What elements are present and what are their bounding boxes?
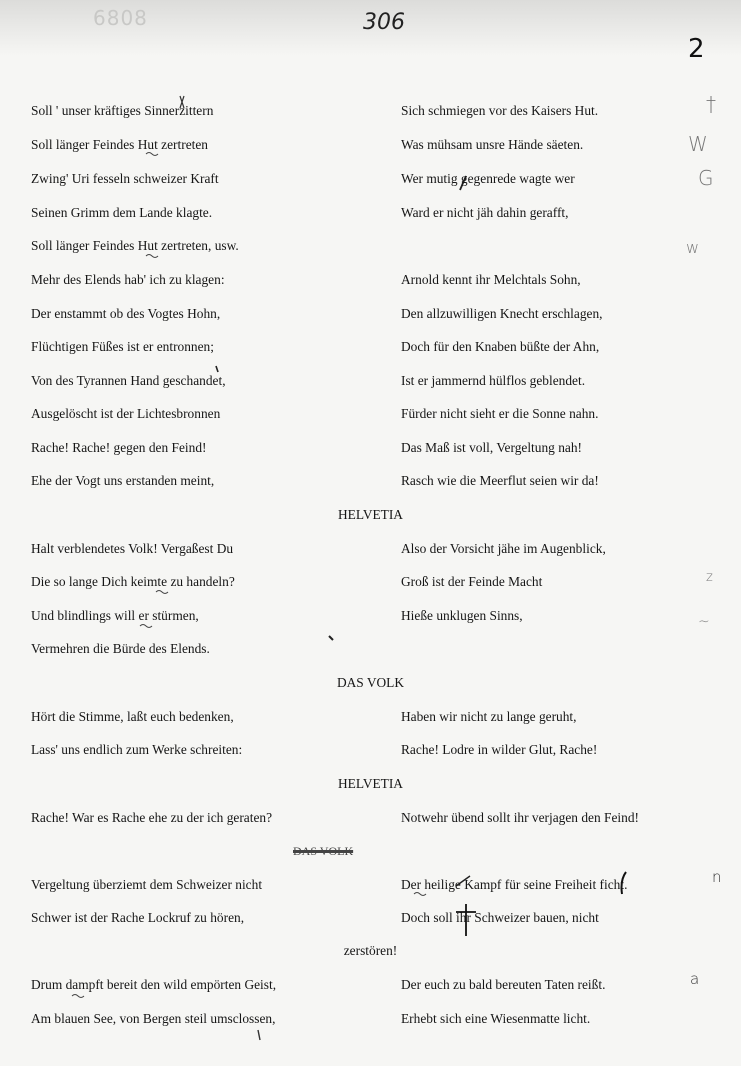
verse-line-right: Der euch zu bald bereuten Taten reißt. bbox=[401, 977, 606, 992]
tick-mark bbox=[216, 366, 218, 372]
margin-mark: ~ bbox=[698, 614, 710, 630]
verse-line-left: Halt verblendetes Volk! Vergaßest Du bbox=[31, 541, 234, 556]
verse-line-right: Notwehr übend sollt ihr verjagen den Feind! bbox=[401, 810, 639, 825]
verse-line-right: Ward er nicht jäh dahin gerafft, bbox=[401, 205, 569, 220]
tick-mark bbox=[258, 1030, 260, 1040]
verse-line-left: Vermehren die Bürde des Elends. bbox=[31, 641, 210, 656]
verse-line-right: Doch soll ihr Schweizer bauen, nicht bbox=[401, 910, 599, 925]
verse-line-left: Der enstammt ob des Vogtes Hohn, bbox=[31, 306, 221, 321]
margin-mark: G bbox=[698, 166, 714, 190]
margin-mark: w bbox=[686, 238, 700, 257]
verse-line-left: Lass' uns endlich zum Werke schreiten: bbox=[31, 742, 243, 757]
speaker-heading: DAS VOLK bbox=[336, 675, 405, 690]
verse-line-left: Zwing' Uri fesseln schweizer Kraft bbox=[31, 171, 219, 186]
verse-line-right: Doch für den Knaben büßte der Ahn, bbox=[401, 339, 600, 354]
verse-line-right: Arnold kennt ihr Melchtals Sohn, bbox=[401, 272, 581, 287]
verse-line-left: Vergeltung überziemt dem Schweizer nicht bbox=[31, 877, 263, 892]
verse-line-right: Haben wir nicht zu lange geruht, bbox=[401, 709, 577, 724]
verse-line-right: Wer mutig gegenrede wagte wer bbox=[401, 171, 575, 186]
verse-line-left: Schwer ist der Rache Lockruf zu hören, bbox=[31, 910, 245, 925]
verse-line-right: Rasch wie die Meerflut seien wir da! bbox=[401, 473, 599, 488]
tilde-mark bbox=[146, 255, 158, 258]
margin-mark: W bbox=[688, 132, 708, 156]
verse-line-right: Hieße unklugen Sinns, bbox=[401, 608, 523, 623]
verse-line-right: Das Maß ist voll, Vergeltung nah! bbox=[401, 440, 583, 455]
verse-line-left: Die so lange Dich keimte zu handeln? bbox=[31, 574, 235, 589]
page-number: 306 bbox=[363, 10, 405, 35]
continuation-line: zerstören! bbox=[343, 943, 398, 958]
verse-line-left: Drum dampft bereit den wild empörten Geist, bbox=[31, 977, 277, 992]
tilde-mark bbox=[156, 591, 168, 594]
verse-line-left: Am blauen See, von Bergen steil umsclossen, bbox=[31, 1011, 276, 1026]
tilde-mark bbox=[140, 625, 152, 628]
verse-line-right: Sich schmiegen vor des Kaisers Hut. bbox=[401, 103, 599, 118]
verse-line-left: Ausgelöscht ist der Lichtesbronnen bbox=[31, 406, 221, 421]
margin-mark: n bbox=[712, 868, 722, 886]
verse-line-right: Der heilige Kampf für seine Freiheit ficht. bbox=[401, 877, 628, 892]
verse-line-left: Rache! Rache! gegen den Feind! bbox=[31, 440, 207, 455]
verse-line-left: Hört die Stimme, laßt euch bedenken, bbox=[31, 709, 234, 724]
verse-line-left: Seinen Grimm dem Lande klagte. bbox=[31, 205, 213, 220]
verse-line-right: Was mühsam unsre Hände säeten. bbox=[401, 137, 584, 152]
verse-line-left: Von des Tyrannen Hand geschandet, bbox=[31, 373, 226, 388]
verse-line-left: Flüchtigen Füßes ist er entronnen; bbox=[31, 339, 214, 354]
verse-line-right: Rache! Lodre in wilder Glut, Rache! bbox=[401, 742, 598, 757]
verse-line-left: Rache! War es Rache ehe zu der ich geraten? bbox=[31, 810, 273, 825]
verse-line-left: Soll länger Feindes Hut zertreten bbox=[31, 137, 209, 152]
margin-mark: a bbox=[690, 970, 700, 988]
dot-mark bbox=[329, 636, 333, 640]
faded-stamp: 6808 bbox=[93, 6, 148, 30]
margin-mark: † bbox=[706, 92, 716, 116]
verse-line-left: Soll länger Feindes Hut zertreten, usw. bbox=[31, 238, 239, 253]
verse-line-left: Ehe der Vogt uns erstanden meint, bbox=[31, 473, 215, 488]
verse-line-right: Den allzuwilligen Knecht erschlagen, bbox=[401, 306, 603, 321]
tilde-mark bbox=[72, 995, 84, 998]
speaker-heading: HELVETIA bbox=[338, 776, 403, 791]
struck-speaker-heading: DAS VOLK bbox=[293, 844, 354, 858]
verse-line-left: Soll ' unser kräftiges Sinnerzittern bbox=[31, 103, 214, 118]
verse-line-right: Also der Vorsicht jähe im Augenblick, bbox=[401, 541, 606, 556]
verse-line-left: Und blindlings will er stürmen, bbox=[31, 608, 199, 623]
verse-line-right: Fürder nicht sieht er die Sonne nahn. bbox=[401, 406, 599, 421]
verse-line-right: Erhebt sich eine Wiesenmatte licht. bbox=[401, 1011, 591, 1026]
verse-line-left: Mehr des Elends hab' ich zu klagen: bbox=[31, 272, 225, 287]
sheet-number: 2 bbox=[688, 34, 705, 64]
speaker-heading: HELVETIA bbox=[338, 507, 403, 522]
verse-line-right: Ist er jammernd hülflos geblendet. bbox=[401, 373, 586, 388]
verse-line-right: Groß ist der Feinde Macht bbox=[401, 574, 543, 589]
margin-mark: z bbox=[706, 570, 713, 585]
